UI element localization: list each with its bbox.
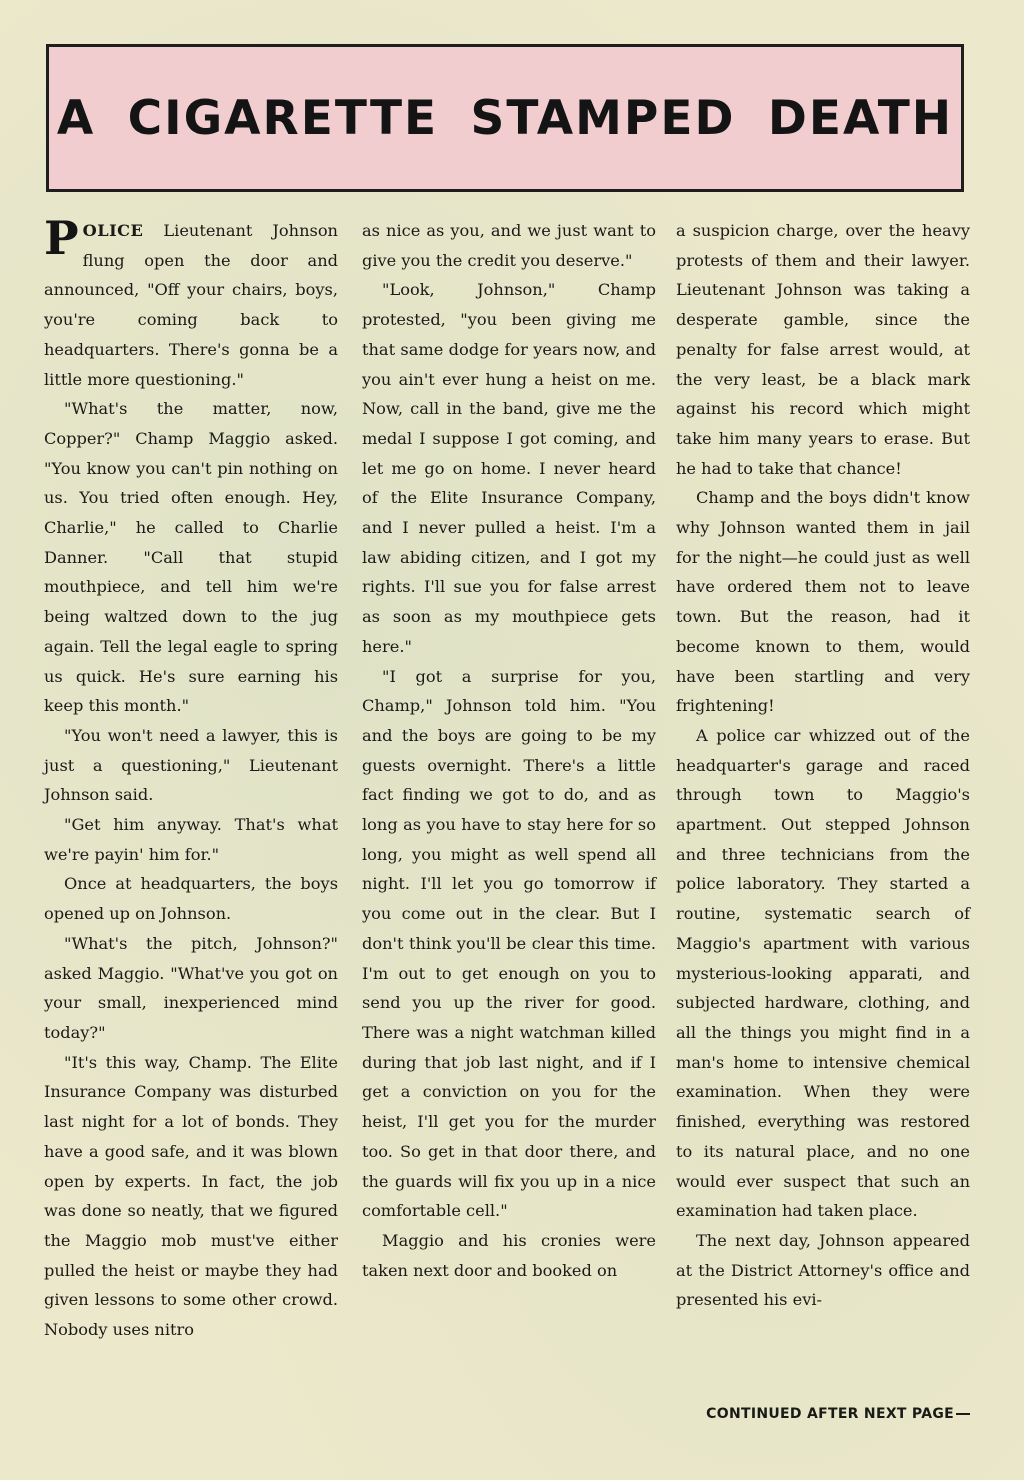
paragraph: "Get him anyway. That's what we're payin' him for." bbox=[44, 815, 338, 864]
drop-cap: P bbox=[44, 211, 79, 265]
paragraph: Maggio and his cronies were taken next door and booked on bbox=[362, 1230, 656, 1280]
paragraph-text: Lieutenant Johnson flung open the door and announced, "Off your chairs, boys, you're coming back to headquarters. There's gonna be a little more questioning." bbox=[44, 221, 338, 389]
title-banner bbox=[46, 44, 964, 192]
paragraph: as nice as you, and we just want to give you the credit you deserve." bbox=[362, 221, 656, 270]
text-column-2 bbox=[362, 216, 656, 1285]
story-title: A CIGARETTE STAMPED DEATH bbox=[56, 90, 954, 146]
paragraph: Once at headquarters, the boys opened up on Johnson. bbox=[44, 874, 338, 924]
paragraph: "I got a surprise for you, Champ," Johnson told him. "You and the boys are going to be my guests overnight. There's a little fact finding we got to do, and as long as you have to stay here for so long, you might as well spend all night. I'll let you go tomorrow if you come out in the clear. But I don't think you'll be clear this time. I'm out to get enough on you to send you up the river for good. There was a night watchman killed during that job last night, and if I get a conviction on you for the heist, I'll get you for the murder too. So get in that door there, and the guards will fix you up in a nice comfortable cell." bbox=[362, 666, 656, 1221]
paragraph: "It's this way, Champ. The Elite Insurance Company was disturbed last night for a lot of bonds. They have a good safe, and it was blown open by experts. In fact, the job was done so neatly, that we figured the Maggio mob must've either pulled the heist or maybe they had given lessons to some other crowd. Nobody uses nitro bbox=[44, 1052, 338, 1340]
text-column-1 bbox=[44, 211, 338, 1345]
paragraph: "What's the pitch, Johnson?" asked Maggio. "What've you got on your small, inexperienced mind today?" bbox=[44, 933, 338, 1042]
paragraph: "Look, Johnson," Champ protested, "you been giving me that same dodge for years now, and you ain't ever hung a heist on me. Now, call in the band, give me the medal I suppose I got coming, and let me go on home. I never heard of the Elite Insurance Company, and I never pulled a heist. I'm a law abiding citizen, and I got my rights. I'll sue you for false arrest as soon as my mouthpiece gets here." bbox=[362, 280, 656, 656]
text-column-3 bbox=[676, 216, 970, 1315]
paragraph: The next day, Johnson appeared at the District Attorney's office and presented his evi- bbox=[676, 1230, 970, 1310]
paragraph bbox=[44, 211, 338, 394]
paragraph: Champ and the boys didn't know why Johnson wanted them in jail for the night—he could just as well have ordered them not to leave town. But the reason, had it become known to them, would have been startling and very frightening! bbox=[676, 488, 970, 716]
opening-word: OLICE bbox=[82, 221, 144, 240]
paragraph: A police car whizzed out of the headquarter's garage and raced through town to Maggio's apartment. Out stepped Johnson and three technicians from the police laboratory. They started a routine, systematic search of Maggio's apartment with various mysterious-looking apparati, and subjected hardware, clothing, and all the things you might find in a man's home to intensive chemical examination. When they were finished, everything was restored to its natural place, and no one would ever suspect that such an examination had taken place. bbox=[676, 725, 970, 1221]
paragraph: "What's the matter, now, Copper?" Champ Maggio asked. "You know you can't pin nothing on us. You tried often enough. Hey, Charlie," he called to Charlie Danner. "Call that stupid mouthpiece, and tell him we're being waltzed down to the jug again. Tell the legal eagle to spring us quick. He's sure earning his keep this month." bbox=[44, 399, 338, 716]
continued-notice: CONTINUED AFTER NEXT PAGE bbox=[676, 1406, 970, 1422]
paragraph: "You won't need a lawyer, this is just a questioning," Lieutenant Johnson said. bbox=[44, 725, 338, 805]
paragraph: a suspicion charge, over the heavy protests of them and their lawyer. Lieutenant Johnson was taking a desperate gamble, since the penalty for false arrest would, at the very least, be a black mark against his record which might take him many years to erase. But he had to take that chance! bbox=[676, 221, 970, 478]
